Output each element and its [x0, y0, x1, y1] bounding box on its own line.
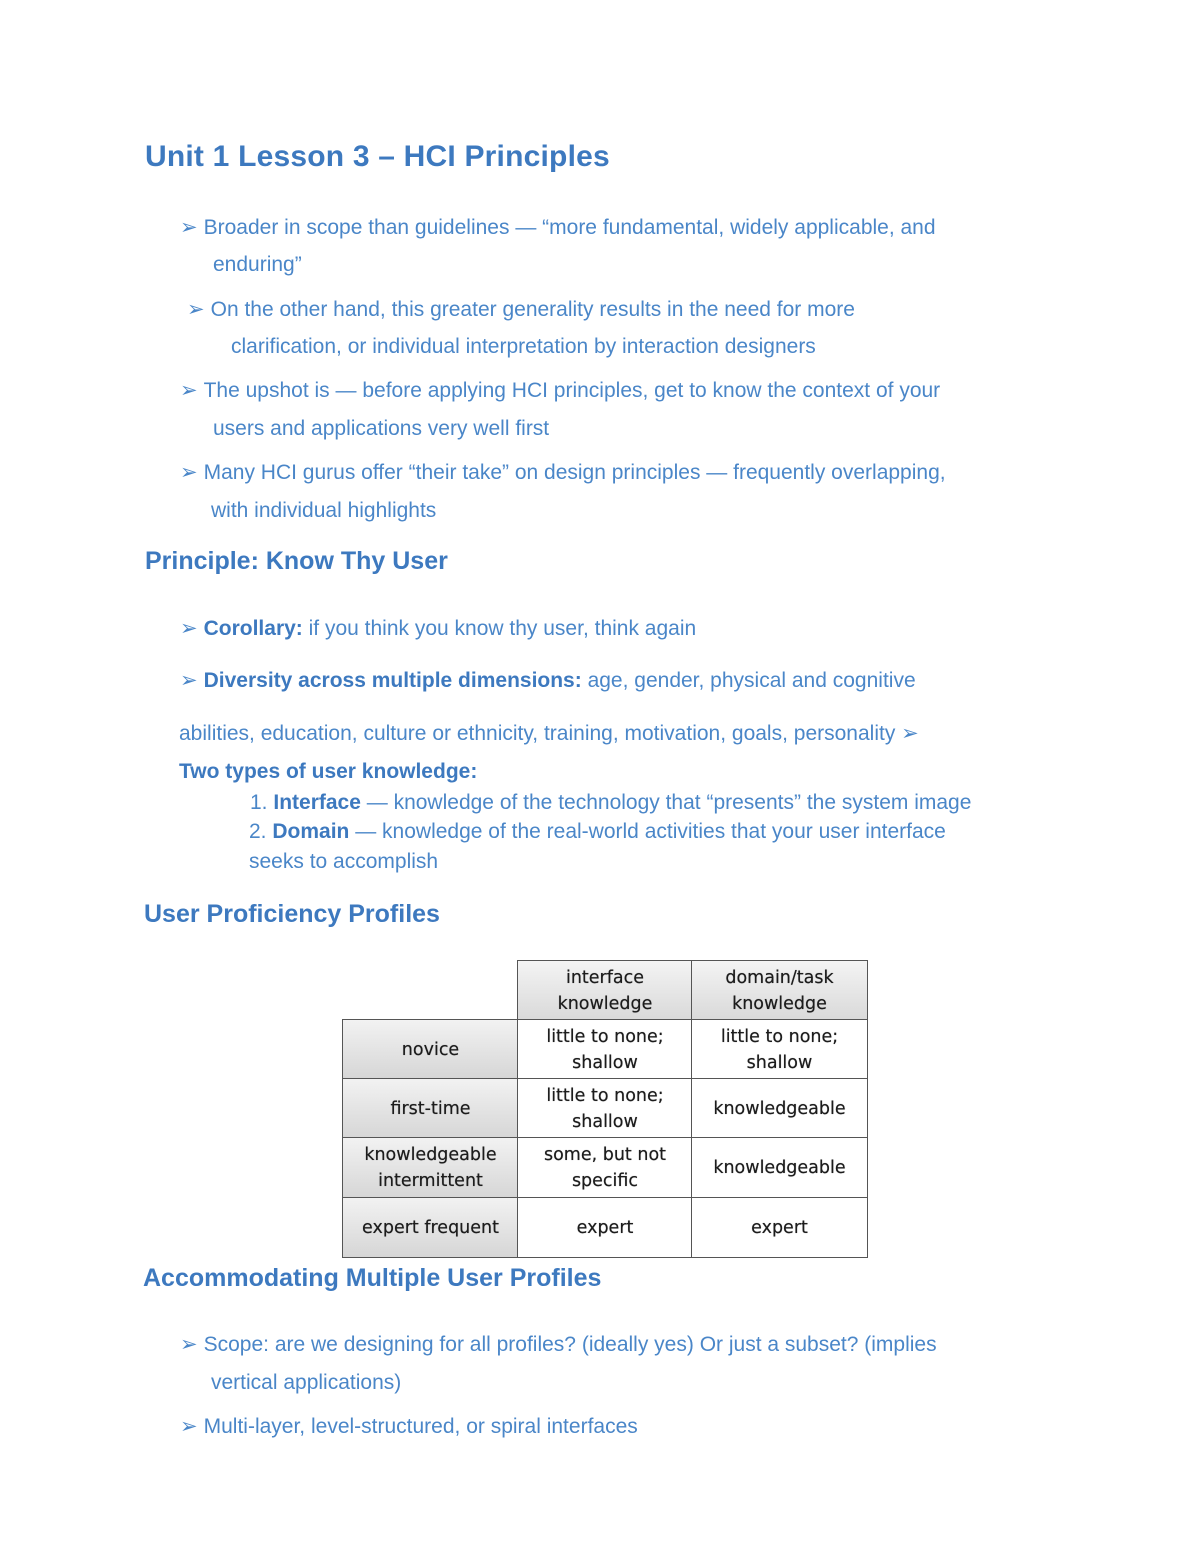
section-heading-accommodating: Accommodating Multiple User Profiles [143, 1264, 602, 1292]
proficiency-table [342, 960, 868, 1258]
table-cell: little to none; shallow [517, 1019, 693, 1080]
corollary-bullet: ➢ Corollary: if you think you know thy user, think again [180, 617, 697, 640]
column-header-domain: domain/task knowledge [691, 960, 868, 1021]
scope-bullet: ➢ Scope: are we designing for all profiles? (ideally yes) Or just a subset? (implies [180, 1333, 937, 1356]
arrow-bullet-icon: ➢ [180, 461, 198, 484]
scope-bullet-continuation: vertical applications) [211, 1371, 402, 1394]
bullet-2-continuation: clarification, or individual interpretation by interaction designers [231, 335, 816, 358]
arrow-bullet-icon: ➢ [180, 669, 198, 692]
row-header-expert-frequent: expert frequent [342, 1197, 519, 1258]
bullet-4: ➢ Many HCI gurus offer “their take” on design principles — frequently overlapping, [180, 461, 946, 484]
table-cell: some, but not specific [517, 1137, 693, 1199]
list-item-domain: 2. Domain — knowledge of the real-world activities that your user interface [249, 820, 946, 843]
bullet-3: ➢ The upshot is — before applying HCI principles, get to know the context of your [180, 379, 941, 402]
bullet-3-continuation: users and applications very well first [213, 417, 550, 440]
table-cell: expert [691, 1197, 868, 1258]
table-cell: little to none; shallow [517, 1078, 693, 1139]
bullet-1: ➢ Broader in scope than guidelines — “more fundamental, widely applicable, and [180, 216, 936, 239]
column-header-interface: interface knowledge [517, 960, 693, 1021]
arrow-bullet-icon: ➢ [180, 617, 198, 640]
arrow-bullet-icon: ➢ [180, 379, 198, 402]
row-header-novice: novice [342, 1019, 519, 1080]
section-heading-proficiency: User Proficiency Profiles [144, 900, 440, 928]
arrow-bullet-icon: ➢ [180, 1333, 198, 1356]
table-cell: knowledgeable [691, 1078, 868, 1139]
table-cell: little to none; shallow [691, 1019, 868, 1080]
row-header-first-time: first-time [342, 1078, 519, 1139]
bullet-4-continuation: with individual highlights [211, 499, 437, 522]
bullet-1-continuation: enduring” [213, 253, 302, 276]
section-heading-know-thy-user: Principle: Know Thy User [145, 547, 448, 575]
page-title: Unit 1 Lesson 3 – HCI Principles [145, 140, 610, 173]
two-types-label: Two types of user knowledge: [179, 760, 478, 783]
bullet-2: ➢ On the other hand, this greater generality results in the need for more [187, 298, 855, 321]
diversity-bullet: ➢ Diversity across multiple dimensions: age, gender, physical and cognitive [180, 669, 916, 692]
arrow-bullet-icon: ➢ [180, 216, 198, 239]
diversity-continuation: abilities, education, culture or ethnicity, training, motivation, goals, personality ➢ [179, 722, 919, 745]
list-item-domain-continuation: seeks to accomplish [249, 850, 439, 873]
multilayer-bullet: ➢ Multi-layer, level-structured, or spiral interfaces [180, 1415, 638, 1438]
table-cell: expert [517, 1197, 693, 1258]
arrow-bullet-icon: ➢ [187, 298, 205, 321]
table-cell: knowledgeable [691, 1137, 868, 1199]
arrow-bullet-icon: ➢ [180, 1415, 198, 1438]
list-item-interface: 1. Interface — knowledge of the technology that “presents” the system image [250, 791, 972, 814]
row-header-knowledgeable-intermittent: knowledgeable intermittent [342, 1137, 519, 1199]
